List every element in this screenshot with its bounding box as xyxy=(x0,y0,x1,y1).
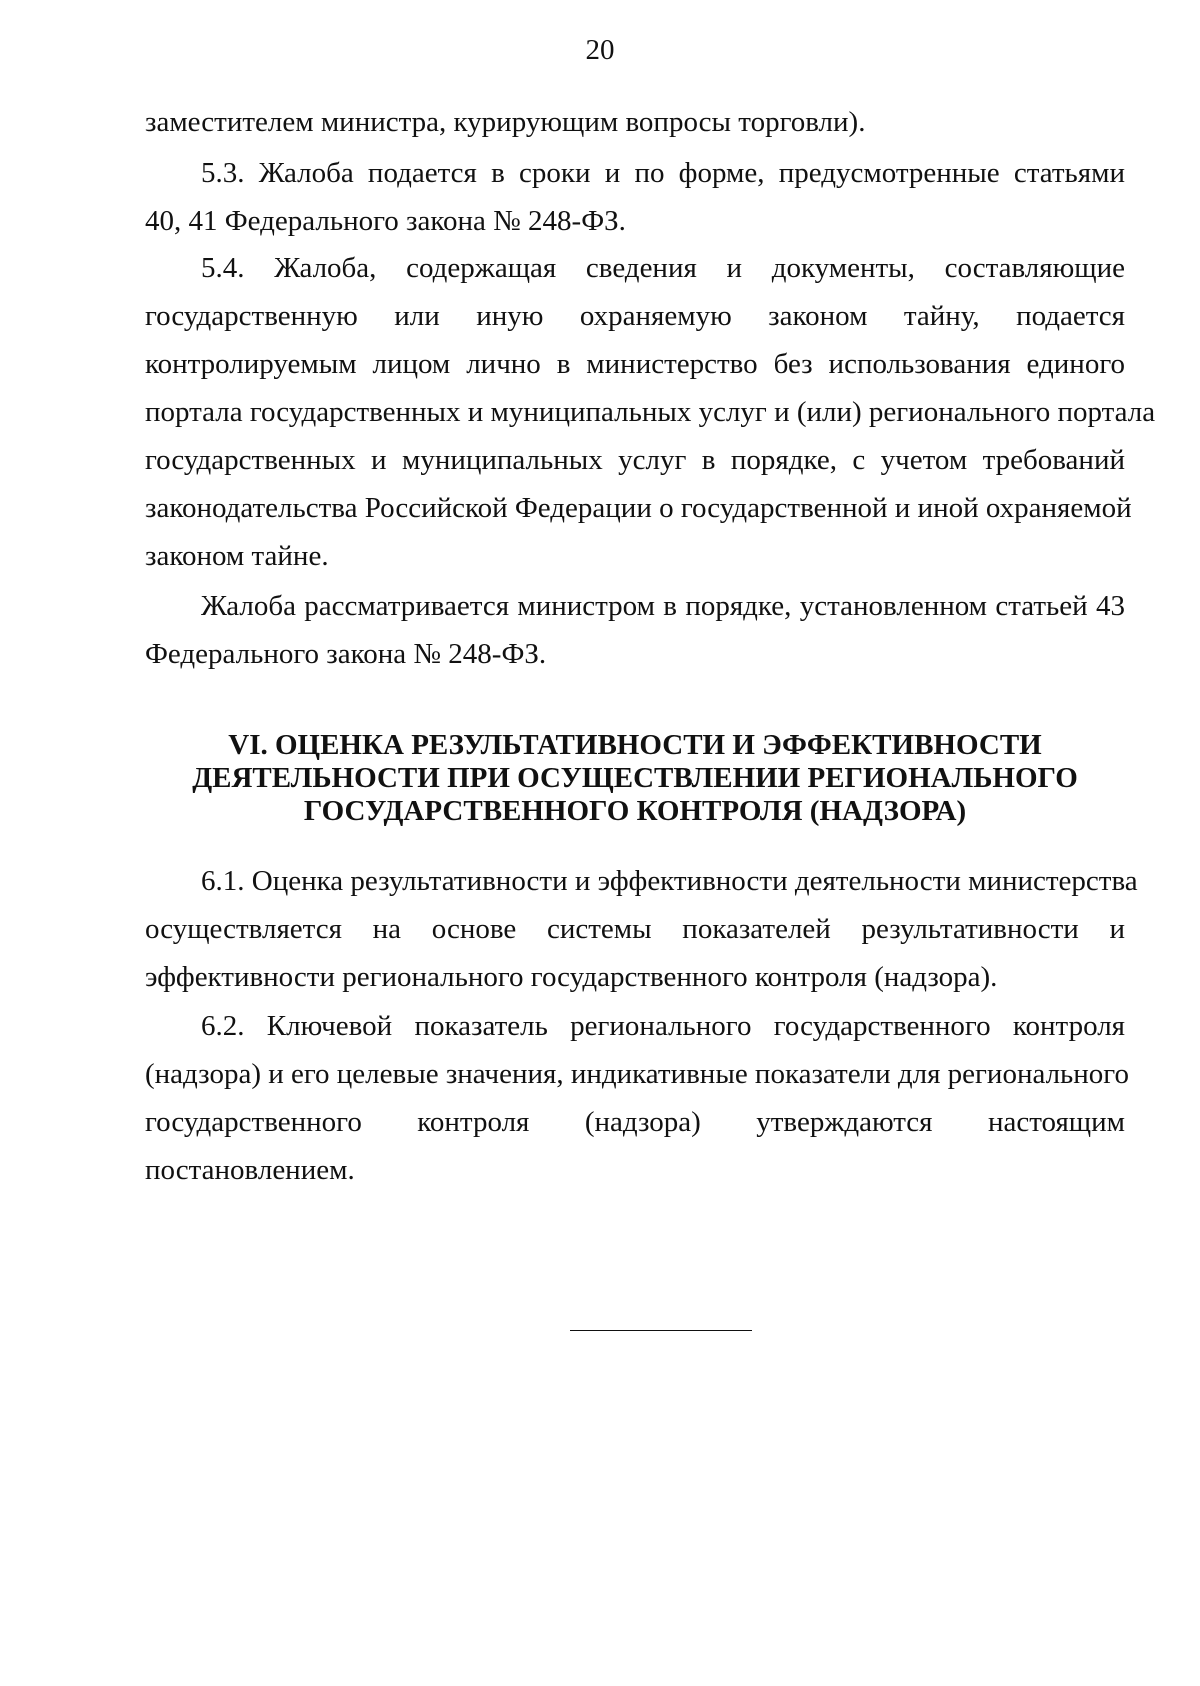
text-line: контролируемым лицом лично в министерство без использования единого xyxy=(145,348,1125,380)
section-heading xyxy=(145,729,1125,828)
text-line: государственного контроля (надзора) утверждаются настоящим xyxy=(145,1106,1125,1138)
text-line: 40, 41 Федерального закона № 248-ФЗ. xyxy=(145,205,626,237)
text-line: осуществляется на основе системы показателей результативности и xyxy=(145,913,1125,945)
text-line: государственных и муниципальных услуг в порядке, с учетом требований xyxy=(145,444,1125,476)
heading-line: ДЕЯТЕЛЬНОСТИ ПРИ ОСУЩЕСТВЛЕНИИ РЕГИОНАЛЬНОГО xyxy=(192,762,1078,794)
text-line: (надзора) и его целевые значения, индикативные показатели для регионального xyxy=(145,1058,1129,1090)
paragraph-continuation xyxy=(145,98,1125,146)
text-line: Федерального закона № 248-ФЗ. xyxy=(145,638,547,670)
text-line: портала государственных и муниципальных услуг и (или) регионального портала xyxy=(145,396,1156,428)
paragraph-5-4 xyxy=(145,244,1156,580)
text-line: заместителем министра, курирующим вопросы торговли). xyxy=(145,106,866,138)
text-line: государственную или иную охраняемую законом тайну, подается xyxy=(145,300,1125,332)
text-line: эффективности регионального государственного контроля (надзора). xyxy=(145,961,998,993)
heading-line: ГОСУДАРСТВЕННОГО КОНТРОЛЯ (НАДЗОРА) xyxy=(303,795,967,827)
text-line: 6.1. Оценка результативности и эффективности деятельности министерства xyxy=(201,865,1138,897)
paragraph-5-3 xyxy=(145,149,1125,245)
text-line: Жалоба рассматривается министром в порядке, установленном статьей 43 xyxy=(201,590,1125,622)
paragraph-6-1 xyxy=(145,857,1138,1001)
text-line: 6.2. Ключевой показатель регионального государственного контроля xyxy=(201,1010,1125,1042)
text-line: законом тайне. xyxy=(145,540,329,572)
text-line: постановлением. xyxy=(145,1154,355,1186)
end-divider xyxy=(570,1330,752,1331)
text-line: 5.3. Жалоба подается в сроки и по форме, предусмотренные статьями xyxy=(201,157,1125,189)
paragraph-6-2 xyxy=(145,1002,1129,1194)
page-number: 20 xyxy=(585,34,615,66)
paragraph-review xyxy=(145,582,1125,678)
text-line: 5.4. Жалоба, содержащая сведения и документы, составляющие xyxy=(201,252,1125,284)
heading-line: VI. ОЦЕНКА РЕЗУЛЬТАТИВНОСТИ И ЭФФЕКТИВНОСТИ xyxy=(228,729,1042,761)
text-line: законодательства Российской Федерации о государственной и иной охраняемой xyxy=(145,492,1132,524)
